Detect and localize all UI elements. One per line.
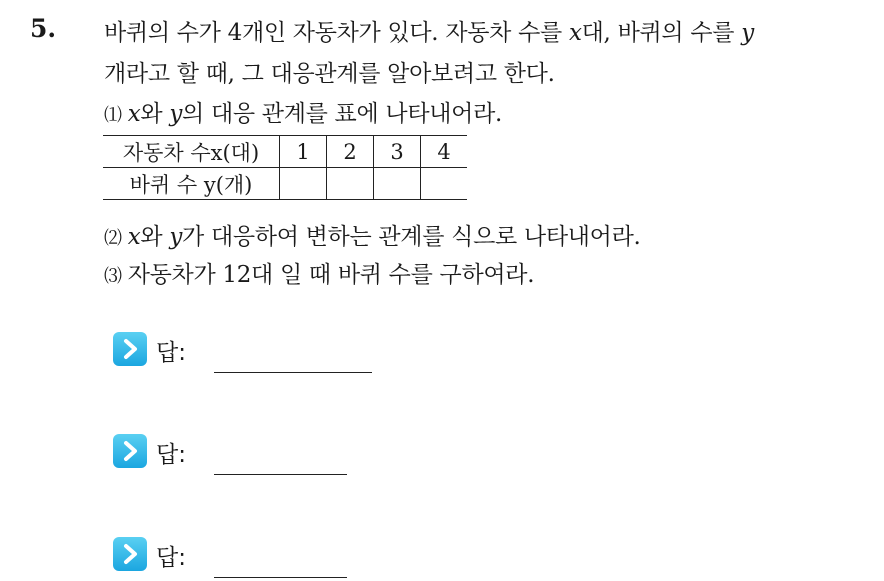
answer-label: 답: — [156, 340, 186, 366]
variable-x: x — [568, 20, 582, 46]
question-stem-line-1 — [104, 14, 754, 47]
answer-blank[interactable] — [214, 577, 347, 578]
variable-y: y — [169, 224, 183, 250]
chevron-right-icon — [113, 332, 147, 366]
table-cell-blank[interactable] — [421, 168, 468, 200]
question-number: 5. — [30, 14, 57, 43]
table-cell-blank[interactable] — [327, 168, 374, 200]
table-cell: 2 — [327, 136, 374, 168]
sub-question-2-text-a: 와 — [140, 224, 170, 250]
sub-question-3-text: 자동차가 12대 일 때 바퀴 수를 구하여라. — [127, 262, 535, 288]
table-row — [103, 168, 467, 200]
stem-text-b: 대, 바퀴의 수를 — [581, 20, 742, 46]
variable-y: y — [169, 101, 183, 127]
table-cell: 4 — [421, 136, 468, 168]
sub-question-3-number: ⑶ — [104, 266, 122, 287]
table-cell: 3 — [374, 136, 421, 168]
variable-y: y — [741, 20, 754, 46]
sub-question-1-number: ⑴ — [104, 105, 122, 126]
sub-question-1-text-a: 와 — [140, 101, 170, 127]
table-cell-blank[interactable] — [374, 168, 421, 200]
question-stem-line-2: 개라고 할 때, 그 대응관계를 알아보려고 한다. — [104, 61, 555, 87]
answer-blank[interactable] — [214, 474, 347, 475]
sub-question-3 — [104, 256, 534, 289]
variable-x: x — [127, 101, 141, 127]
variable-x: x — [127, 224, 141, 250]
table-cell-blank[interactable] — [280, 168, 327, 200]
sub-question-2-number: ⑵ — [104, 228, 122, 249]
answer-blank[interactable] — [214, 372, 372, 373]
chevron-right-icon — [113, 537, 147, 571]
chevron-right-icon — [113, 434, 147, 468]
sub-question-1-text-b: 의 대응 관계를 표에 나타내어라. — [182, 101, 503, 127]
sub-question-1 — [104, 95, 502, 128]
sub-question-2-text-b: 가 대응하여 변하는 관계를 식으로 나타내어라. — [182, 224, 641, 250]
table-cell: 1 — [280, 136, 327, 168]
stem-text-a: 바퀴의 수가 4개인 자동차가 있다. 자동차 수를 — [104, 20, 569, 46]
correspondence-table — [103, 135, 467, 200]
sub-question-2 — [104, 218, 641, 251]
row-header-wheels: 바퀴 수 y(개) — [103, 168, 280, 200]
answer-label: 답: — [156, 545, 186, 571]
row-header-cars: 자동차 수x(대) — [103, 136, 280, 168]
table-row — [103, 136, 467, 168]
answer-label: 답: — [156, 442, 186, 468]
